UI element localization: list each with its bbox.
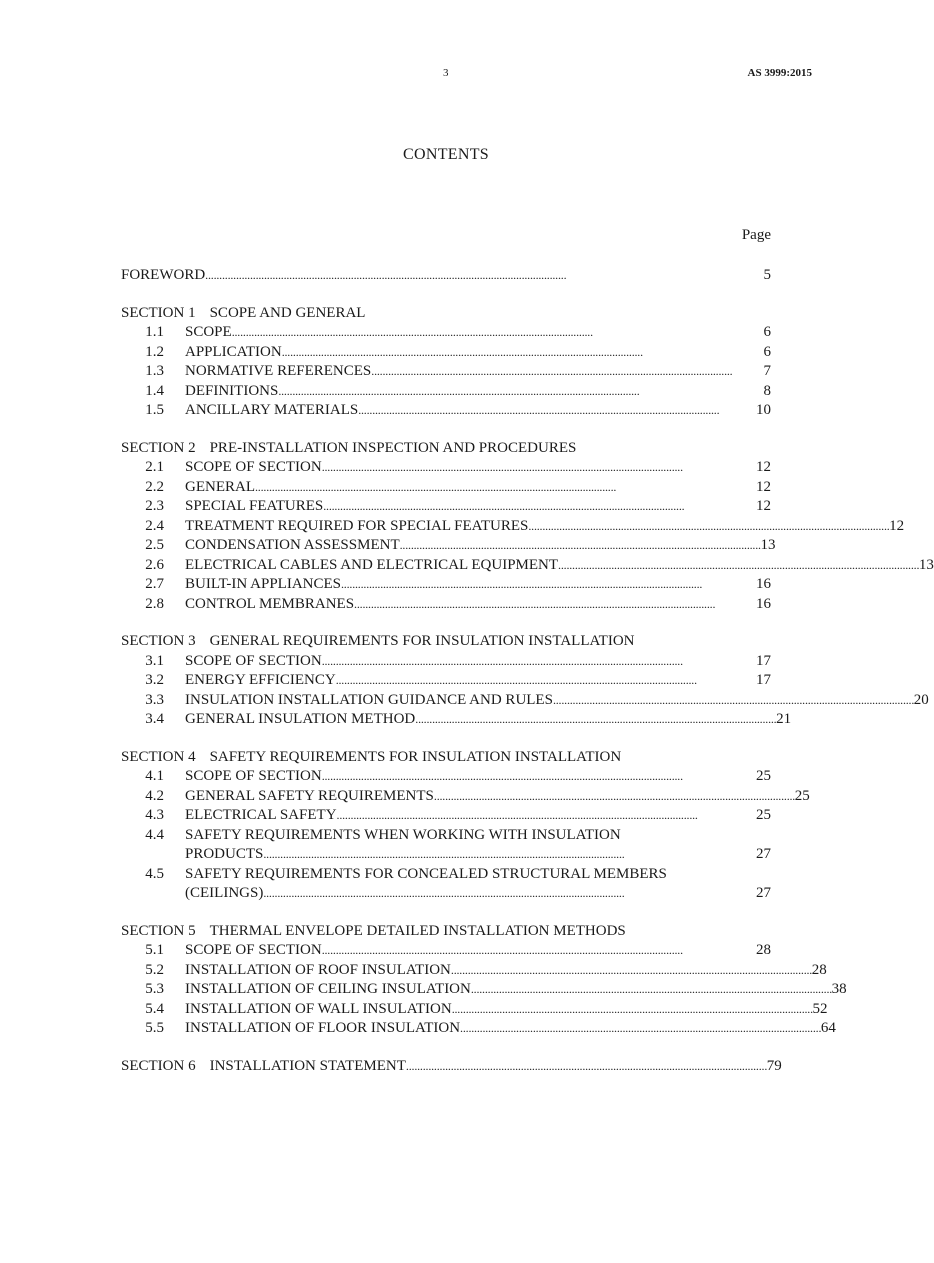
section-label: SECTION 2: [121, 439, 196, 456]
section-label: SECTION 1: [121, 304, 196, 321]
dot-leader: [322, 767, 755, 787]
toc-entry-page: 38: [831, 981, 847, 997]
section-heading: SCOPE AND GENERAL: [209, 304, 366, 321]
toc-entry-page: 17: [756, 672, 771, 688]
toc-entry-number: 5.3: [145, 981, 164, 997]
toc-entry-page: 8: [763, 382, 771, 399]
toc-entry[interactable]: [121, 787, 810, 807]
toc-entry-title: ELECTRICAL CABLES AND ELECTRICAL EQUIPMENT: [185, 556, 559, 573]
dot-leader: [263, 884, 755, 904]
toc-entry-page: 6: [763, 324, 771, 340]
toc-entry[interactable]: [121, 458, 771, 478]
toc-entry[interactable]: [121, 497, 771, 517]
toc-entry-title: GENERAL INSULATION METHOD: [185, 711, 416, 727]
toc-entry-title: GENERAL: [185, 478, 255, 495]
toc-entry-title: ENERGY EFFICIENCY: [185, 672, 336, 688]
dot-leader: [354, 595, 755, 615]
toc-entry-title: INSTALLATION OF FLOOR INSULATION: [185, 1020, 461, 1036]
toc-entry-continuation[interactable]: [121, 884, 771, 904]
toc-entry-title: SCOPE: [185, 324, 232, 340]
toc-entry[interactable]: [121, 401, 771, 421]
toc-entry[interactable]: [121, 362, 771, 382]
toc-entry-number: 1.5: [145, 402, 164, 418]
toc-entry[interactable]: [121, 556, 934, 576]
toc-entry-page: 21: [776, 711, 792, 727]
toc-entry-title: INSULATION INSTALLATION GUIDANCE AND RULES: [185, 691, 553, 708]
dot-leader: [434, 787, 794, 807]
foreword-entry: [121, 266, 771, 286]
toc-entry[interactable]: [121, 323, 771, 343]
toc-entry-title: ANCILLARY MATERIALS: [185, 402, 359, 418]
dot-leader: [323, 497, 755, 517]
section-block: [121, 439, 934, 615]
toc-entry-page: 27: [756, 846, 771, 862]
toc-entry-number: 2.8: [145, 595, 164, 612]
dot-leader: [322, 652, 755, 672]
section-heading: GENERAL REQUIREMENTS FOR INSULATION INSTALLATION: [209, 633, 635, 649]
toc-entry[interactable]: [121, 710, 792, 730]
toc-entry-title: SAFETY REQUIREMENTS WHEN WORKING WITH INSULATION: [185, 826, 621, 843]
toc-entry-title: INSTALLATION OF CEILING INSULATION: [185, 981, 471, 997]
toc-entry-page: 25: [794, 787, 810, 804]
dot-leader: [322, 941, 755, 961]
dot-leader: [371, 362, 762, 382]
toc-entry-page: 27: [756, 885, 771, 901]
toc-entry-page: 12: [756, 478, 771, 495]
page-column-label: Page: [741, 227, 771, 243]
toc-entry-page: 12: [756, 498, 771, 514]
dot-leader: [471, 980, 831, 1000]
section-label: SECTION 6: [121, 1057, 196, 1074]
toc-entry-title: SCOPE OF SECTION: [185, 942, 322, 958]
toc-entry-title: NORMATIVE REFERENCES: [185, 363, 372, 379]
toc-entry-title: SAFETY REQUIREMENTS FOR CONCEALED STRUCTURAL MEMBERS: [185, 865, 667, 882]
toc-entry-number: 1.2: [145, 343, 164, 360]
toc-entry-number: 5.2: [145, 961, 164, 978]
toc-entry-title: SPECIAL FEATURES: [185, 498, 324, 514]
toc-entry-title-continued: (CEILINGS): [185, 885, 264, 901]
dot-leader: [255, 478, 755, 498]
section-heading-line: [121, 439, 771, 459]
toc-entry-number: 4.5: [145, 865, 164, 882]
toc-entry-page: 12: [889, 517, 905, 534]
toc-entry[interactable]: [121, 980, 847, 1000]
toc-entry-title: APPLICATION: [185, 343, 282, 360]
toc-entry-page: 28: [756, 942, 771, 958]
toc-entry-title: DEFINITIONS: [185, 382, 279, 399]
sections-list: [121, 304, 934, 1039]
toc-entry-page: 7: [763, 363, 771, 379]
toc-entry[interactable]: [121, 961, 827, 981]
toc-entry-number: 2.4: [145, 517, 164, 534]
toc-entry-title: BUILT-IN APPLIANCES: [185, 576, 341, 592]
toc-entry-page: 6: [763, 343, 771, 360]
toc-entry-page: 52: [812, 1000, 828, 1017]
toc-entry[interactable]: [121, 767, 771, 787]
table-of-contents: [121, 266, 934, 1094]
toc-entry-page: 20: [913, 691, 929, 708]
section-heading: THERMAL ENVELOPE DETAILED INSTALLATION METHODS: [209, 922, 626, 939]
section-heading: INSTALLATION STATEMENT: [209, 1057, 406, 1074]
toc-entry-page: 25: [756, 807, 771, 823]
toc-entry-page: 28: [811, 961, 827, 978]
toc-entry-number: 2.5: [145, 537, 164, 553]
toc-entry-title: GENERAL SAFETY REQUIREMENTS: [185, 787, 434, 804]
toc-entry-page: 13: [760, 537, 776, 553]
toc-entry-title: INSTALLATION OF WALL INSULATION: [185, 1000, 452, 1017]
toc-entry-number: 1.4: [145, 382, 164, 399]
toc-entry-page: 79: [766, 1057, 782, 1074]
dot-leader: [452, 1000, 812, 1020]
dot-leader: [451, 961, 811, 981]
toc-entry[interactable]: [121, 941, 771, 961]
dot-leader: [205, 266, 762, 286]
toc-entry-number: 4.3: [145, 807, 164, 823]
toc-entry-number: 4.4: [145, 826, 164, 843]
toc-entry[interactable]: [121, 478, 771, 498]
toc-entry[interactable]: [121, 865, 771, 885]
section-heading-line: [121, 632, 771, 652]
toc-entry-number: 2.7: [145, 576, 164, 592]
toc-entry[interactable]: [121, 575, 771, 595]
toc-entry[interactable]: [121, 343, 771, 363]
toc-entry[interactable]: [121, 595, 771, 615]
toc-entry-page: 16: [756, 595, 771, 612]
toc-entry-title: SCOPE OF SECTION: [185, 652, 322, 669]
section-heading: PRE-INSTALLATION INSPECTION AND PROCEDURES: [209, 439, 577, 456]
section-label: SECTION 4: [121, 748, 196, 765]
toc-entry-title: ELECTRICAL SAFETY: [185, 807, 337, 823]
toc-entry-title: TREATMENT REQUIRED FOR SPECIAL FEATURES: [185, 517, 529, 534]
toc-entry-number: 3.2: [145, 672, 164, 688]
section-heading-line: [121, 304, 771, 324]
toc-entry-title: INSTALLATION OF ROOF INSULATION: [185, 961, 451, 978]
dot-leader: [341, 575, 755, 595]
section-block: [121, 922, 847, 1039]
dot-leader: [558, 556, 918, 576]
dot-leader: [406, 1057, 766, 1077]
dot-leader: [336, 671, 755, 691]
dot-leader: [337, 806, 755, 826]
toc-entry-title: CONTROL MEMBRANES: [185, 595, 355, 612]
section-label: SECTION 3: [121, 633, 196, 649]
section-label: SECTION 5: [121, 922, 196, 939]
toc-entry-page: 64: [820, 1020, 836, 1036]
section-block: [121, 748, 810, 904]
toc-entry-page: 16: [756, 576, 771, 592]
dot-leader: [400, 536, 760, 556]
section-heading-line: [121, 922, 771, 942]
toc-entry-foreword[interactable]: [121, 266, 771, 286]
toc-entry-number: 3.1: [145, 652, 164, 669]
toc-entry-continuation[interactable]: [121, 845, 771, 865]
toc-entry[interactable]: [121, 652, 771, 672]
toc-entry[interactable]: [121, 536, 776, 556]
toc-entry-title: SCOPE OF SECTION: [185, 459, 322, 475]
toc-entry[interactable]: [121, 1000, 828, 1020]
toc-entry-number: 2.3: [145, 498, 164, 514]
dot-leader: [322, 458, 755, 478]
toc-entry-number: 5.5: [145, 1020, 164, 1036]
toc-entry[interactable]: [121, 826, 771, 846]
document-id: AS 3999:2015: [747, 67, 812, 79]
toc-entry[interactable]: [121, 382, 771, 402]
toc-entry-page: 25: [756, 768, 771, 784]
dot-leader: [460, 1019, 820, 1039]
toc-entry-title: SCOPE OF SECTION: [185, 768, 322, 784]
toc-entry-page: 10: [756, 402, 771, 418]
section-heading: SAFETY REQUIREMENTS FOR INSULATION INSTALLATION: [209, 748, 622, 765]
toc-entry-title: CONDENSATION ASSESSMENT: [185, 537, 400, 553]
dot-leader: [232, 323, 763, 343]
toc-entry[interactable]: [121, 806, 771, 826]
toc-entry-number: 5.1: [145, 942, 164, 958]
toc-entry-number: 4.2: [145, 787, 164, 804]
dot-leader: [358, 401, 755, 421]
toc-entry-number: 3.3: [145, 691, 164, 708]
toc-entry-number: 2.1: [145, 459, 164, 475]
dot-leader: [553, 691, 913, 711]
toc-entry-page: 5: [763, 267, 771, 283]
toc-entry-title-continued: PRODUCTS: [185, 846, 264, 862]
toc-entry-number: 2.2: [145, 478, 164, 495]
dot-leader: [278, 382, 762, 402]
dot-leader: [263, 845, 755, 865]
toc-entry[interactable]: [121, 517, 905, 537]
toc-entry-title: [121, 1057, 406, 1077]
toc-entry-number: 1.1: [145, 324, 164, 340]
toc-entry-page: 12: [756, 459, 771, 475]
section-6-entry: [121, 1057, 782, 1077]
toc-entry-page: 17: [756, 652, 771, 669]
dot-leader: [528, 517, 888, 537]
toc-entry-number: 1.3: [145, 363, 164, 379]
toc-entry-number: 4.1: [145, 768, 164, 784]
section-block: [121, 632, 929, 730]
toc-entry[interactable]: [121, 691, 929, 711]
toc-entry-title: FOREWORD: [121, 267, 206, 283]
dot-leader: [415, 710, 775, 730]
page-number: 3: [443, 67, 449, 79]
toc-entry[interactable]: [121, 1019, 836, 1039]
contents-title: CONTENTS: [403, 146, 489, 163]
section-block: [121, 304, 771, 421]
toc-entry-number: 2.6: [145, 556, 164, 573]
toc-entry-number: 5.4: [145, 1000, 164, 1017]
toc-entry[interactable]: [121, 671, 771, 691]
toc-entry-page: 13: [918, 556, 934, 573]
dot-leader: [282, 343, 763, 363]
section-heading-line: [121, 748, 771, 768]
toc-entry-section-6[interactable]: [121, 1057, 782, 1077]
toc-entry-number: 3.4: [145, 711, 164, 727]
